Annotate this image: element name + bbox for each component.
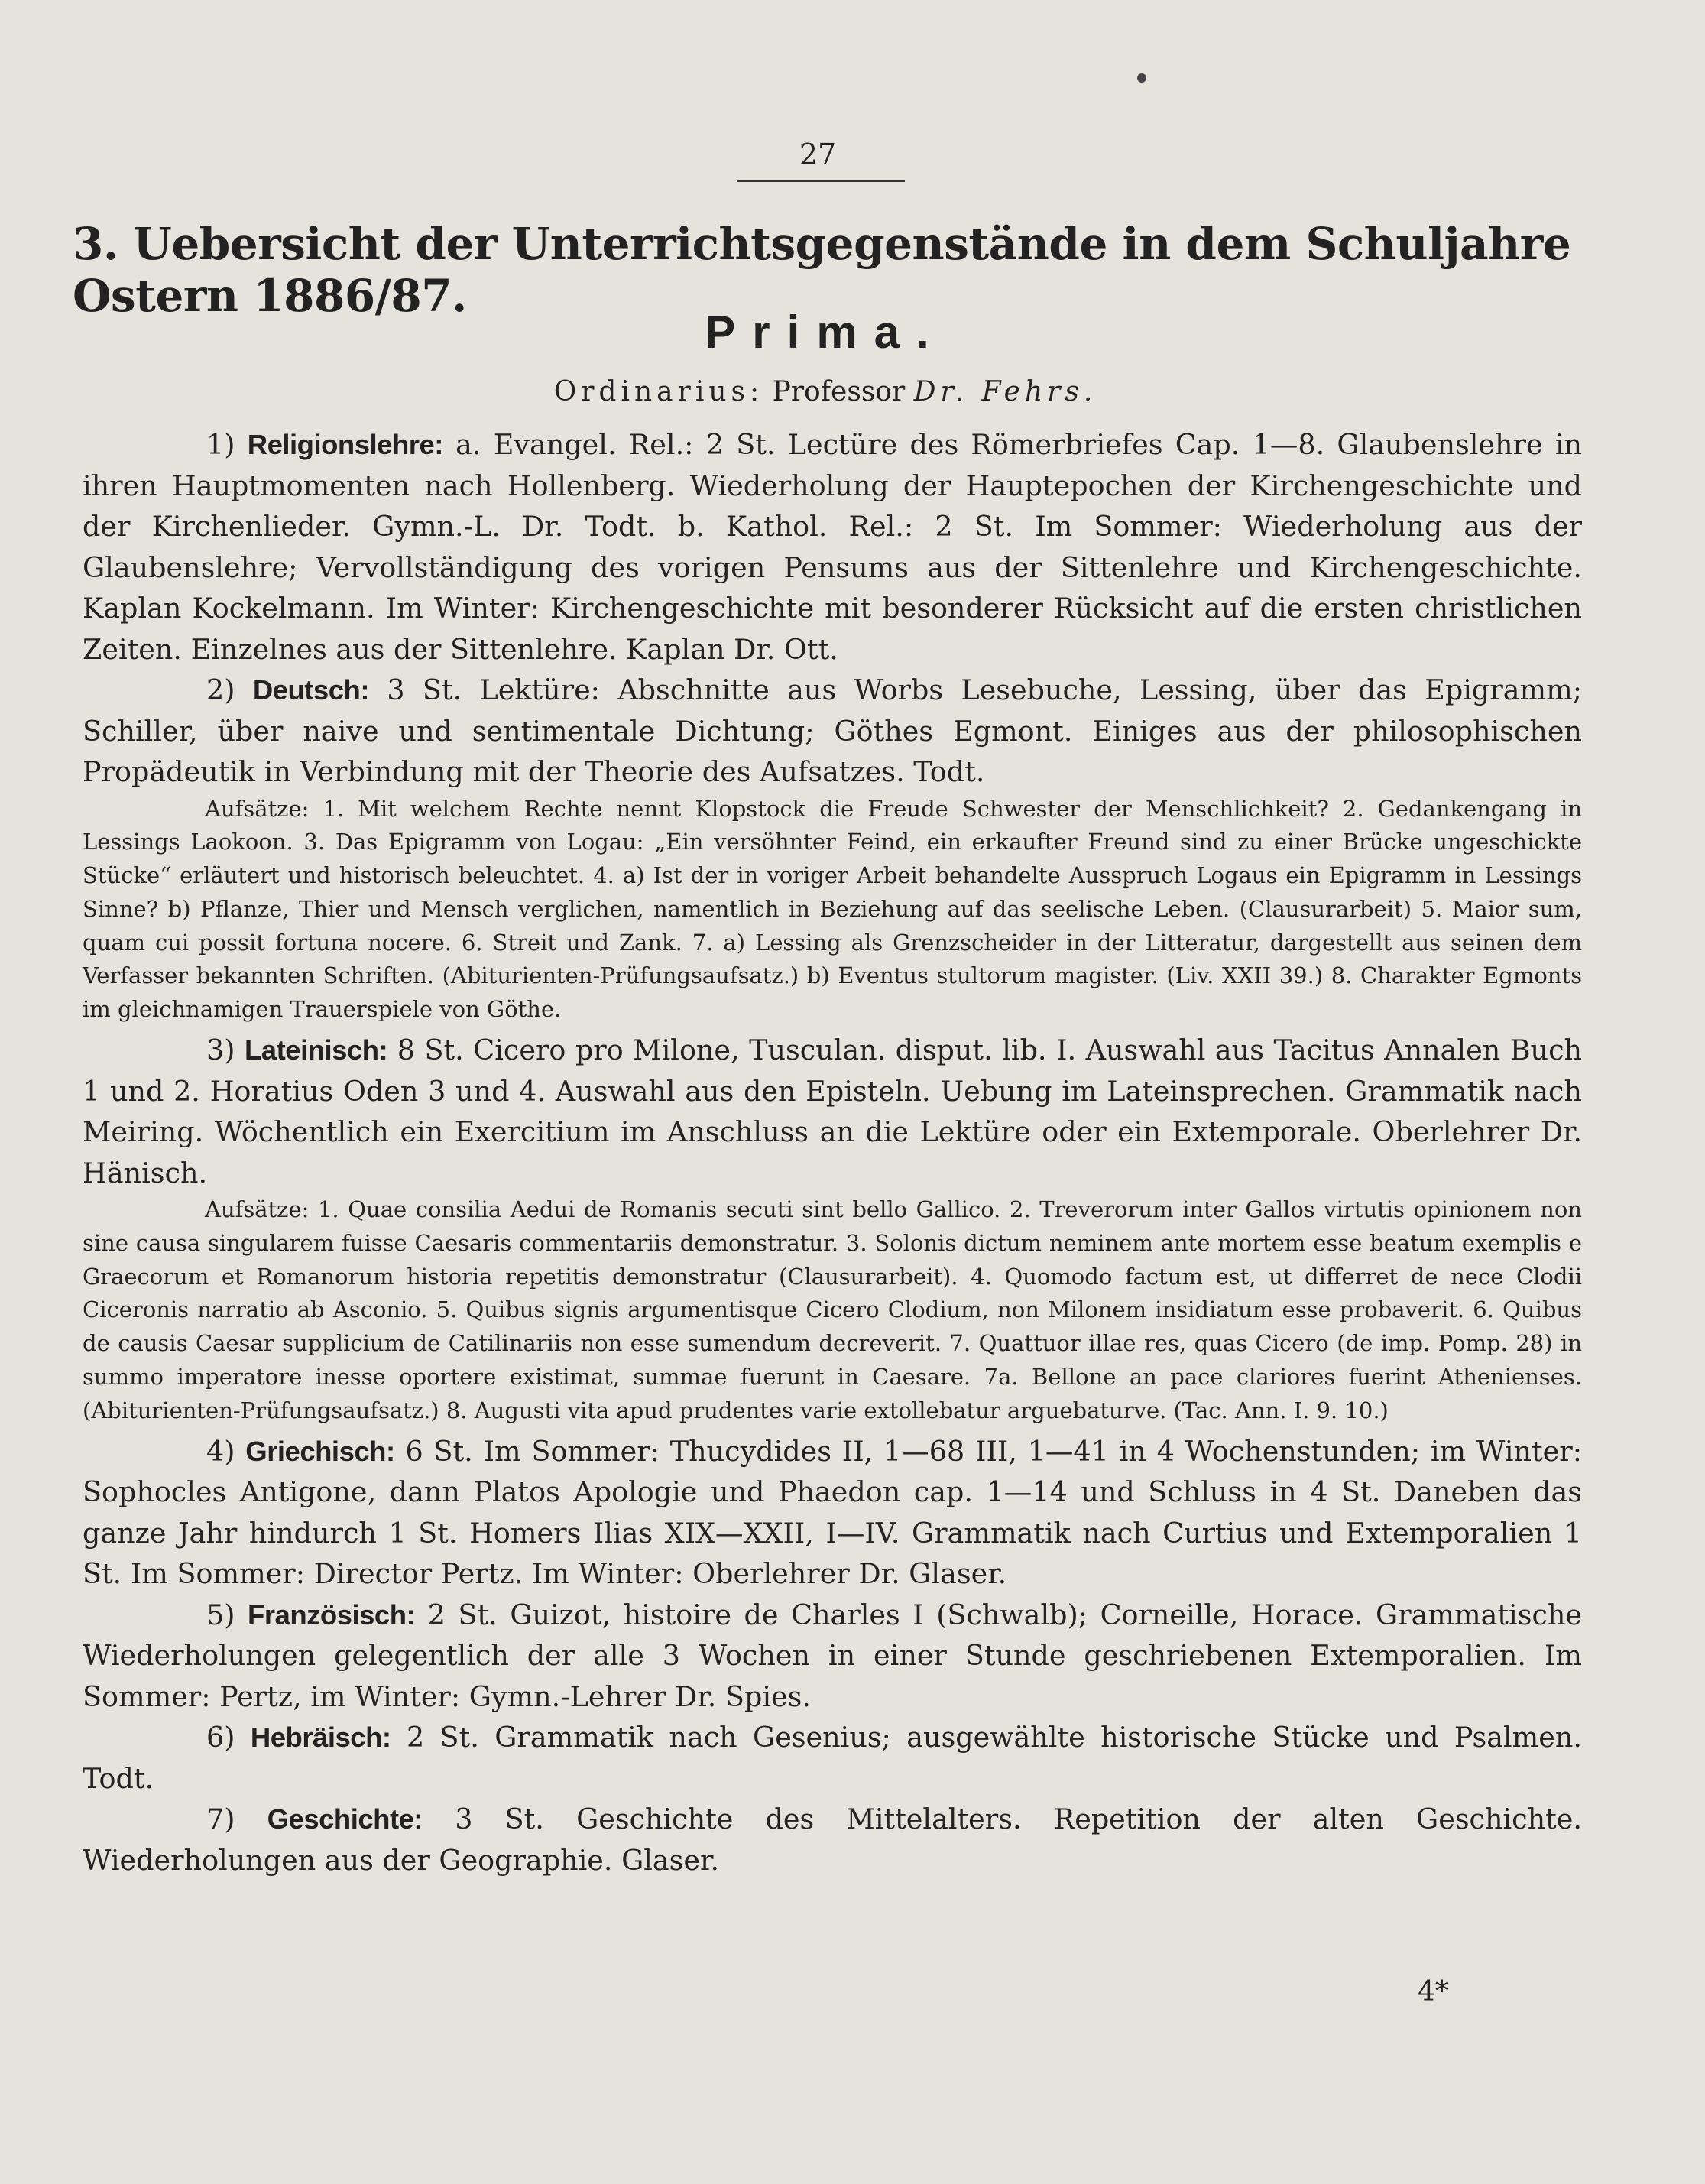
- subject-number: 1): [206, 428, 235, 461]
- subject-text: 3 St. Geschichte des Mittelalters. Repetition der alten Geschichte. Wiederholungen aus der Geographie. Glaser.: [83, 1803, 1582, 1877]
- subject-deutsch: [83, 670, 1582, 793]
- subject-text: 6 St. Im Sommer: Thucydides II, 1—68 III, 1—41 in 4 Wochenstunden; im Winter: Sophocles Antigone, dann Platos Apologie und Phaedon cap. 1—14 und Schluss in 4 St. Daneben das ganze Jahr hindurch 1 St. Homers Ilias XIX—XXII, I—IV. Grammatik nach Curtius und Extemporalien 1 St. Im Sommer: Director Pertz. Im Winter: Oberlehrer Dr. Glaser.: [83, 1434, 1582, 1591]
- subject-number: 2): [206, 673, 235, 706]
- subject-geschichte: [83, 1799, 1582, 1881]
- subject-lateinisch: [83, 1030, 1582, 1193]
- subject-name: Deutsch:: [252, 674, 369, 706]
- ordinarius-rank: Professor: [772, 376, 906, 407]
- subject-text: 2 St. Guizot, histoire de Charles I (Schwalb); Corneille, Horace. Grammatische Wiederholungen gelegentlich der alle 3 Wochen in einer Stunde geschriebenen Extemporalien. Im Sommer: Pertz, im Winter: Gymn.-Lehrer Dr. Spies.: [83, 1598, 1582, 1713]
- subject-name: Hebräisch:: [250, 1722, 391, 1754]
- subject-text: 3 St. Lektüre: Abschnitte aus Worbs Lesebuche, Lessing, über das Epigramm; Schiller, über naive und sentimentale Dichtung; Göthes Egmont. Einiges aus der philosophischen Propädeutik in Verbindung mit der Theorie des Aufsatzes. Todt.: [83, 673, 1582, 788]
- subject-franzoesisch: [83, 1595, 1582, 1718]
- ink-dot: [1137, 73, 1146, 83]
- subject-name: Lateinisch:: [245, 1034, 388, 1066]
- subject-text: 2 St. Grammatik nach Gesenius; ausgewählte historische Stücke und Psalmen. Todt.: [83, 1721, 1582, 1795]
- subject-religion: [83, 424, 1582, 670]
- subject-number: 6): [206, 1721, 235, 1754]
- subject-name: Französisch:: [248, 1598, 416, 1631]
- aufsaetze-lateinisch: Aufsätze: 1. Quae consilia Aedui de Romanis secuti sint bello Gallico. 2. Treverorum inter Gallos virtutis opinionem non sine causa singularem fuisse Caesaris commentariis demonstratur. 3. Solonis dictum neminem ante mortem esse beatum exemplis e Graecorum et Romanorum historia repetitis demonstratur (Clausurarbeit). 4. Quomodo factum est, ut differret de nece Clodii Ciceronis narratio ab Asconio. 5. Quibus signis argumentisque Cicero Clodium, non Milonem insidiatum esse probaverit. 6. Quibus de causis Caesar supplicium de Catilinariis non esse sumendum decreverit. 7. Quattuor illae res, quas Cicero (de imp. Pomp. 28) in summo imperatore inesse oportere existimat, summae fuerunt in Caesare. 7a. Bellone an pace clariores fuerint Athenienses. (Abiturienten-Prüfungsaufsatz.) 8. Augusti vita apud prudentes varie extollebatur arguebaturve. (Tac. Ann. I. 9. 10.): [83, 1196, 1582, 1423]
- subject-text: a. Evangel. Rel.: 2 St. Lectüre des Römerbriefes Cap. 1—8. Glaubenslehre in ihren Hauptmomenten nach Hollenberg. Wiederholung der Hauptepochen der Kirchengeschichte und der Kirchenlieder. Gymn.-L. Dr. Todt. b. Kathol. Rel.: 2 St. Im Sommer: Wiederholung aus der Glaubenslehre; Vervollständigung des vorigen Pensums aus der Sittenlehre und Kirchengeschichte. Kaplan Kockelmann. Im Winter: Kirchengeschichte mit besonderer Rücksicht auf die ersten christlichen Zeiten. Einzelnes aus der Sittenlehre. Kaplan Dr. Ott.: [83, 428, 1583, 666]
- subject-number: 3): [206, 1034, 235, 1067]
- subject-text: 8 St. Cicero pro Milone, Tusculan. disput. lib. I. Auswahl aus Tacitus Annalen Buch 1 und 2. Horatius Oden 3 und 4. Auswahl aus den Episteln. Uebung im Lateinsprechen. Grammatik nach Meiring. Wöchentlich ein Exercitium im Anschluss an die Lektüre oder ein Extemporale. Oberlehrer Dr. Hänisch.: [83, 1034, 1583, 1189]
- subject-number: 4): [206, 1434, 235, 1468]
- aufsaetze-deutsch: Aufsätze: 1. Mit welchem Rechte nennt Klopstock die Freude Schwester der Menschlichkeit? 2. Gedankengang in Lessings Laokoon. 3. Das Epigramm von Logau: „Ein versöhnter Feind, ein erkaufter Freund sind zu einer Brücke ungeschickte Stücke“ erläutert und historisch beleuchtet. 4. a) Ist der in voriger Arbeit behandelte Ausspruch Logaus ein Epigramm in Lessings Sinne? b) Pflanze, Thier und Mensch verglichen, namentlich in Beziehung auf das seelische Leben. (Clausurarbeit) 5. Maior sum, quam cui possit fortuna nocere. 6. Streit und Zank. 7. a) Lessing als Grenzscheider in der Litteratur, dargestellt aus seinen dem Verfasser bekannten Schriften. (Abiturienten-Prüfungsaufsatz.) b) Eventus stultorum magister. (Liv. XXII 39.) 8. Charakter Egmonts im gleichnamigen Trauerspiele von Göthe.: [83, 795, 1582, 1023]
- subject-name: Geschichte:: [267, 1803, 423, 1835]
- page-number: 27: [799, 138, 837, 171]
- subject-name: Religionslehre:: [247, 429, 443, 460]
- ordinarius-label: Ordinarius:: [553, 376, 764, 407]
- class-title: Prima.: [705, 307, 946, 358]
- subject-number: 5): [206, 1598, 235, 1631]
- subject-griechisch: [83, 1431, 1582, 1595]
- ordinarius-line: [0, 376, 1651, 407]
- page-number-rule: [737, 180, 905, 182]
- subject-hebraeisch: [83, 1717, 1582, 1799]
- ordinarius-name: Dr. Fehrs.: [913, 376, 1097, 407]
- section-heading: 3. Uebersicht der Unterrichtsgegenstände in dem Schuljahre Ostern 1886/87.: [73, 218, 1571, 322]
- subject-name: Griechisch:: [245, 1435, 395, 1467]
- sheet-signature: 4*: [1418, 1976, 1449, 2007]
- subject-number: 7): [206, 1803, 235, 1836]
- subject-list: [83, 424, 1582, 1881]
